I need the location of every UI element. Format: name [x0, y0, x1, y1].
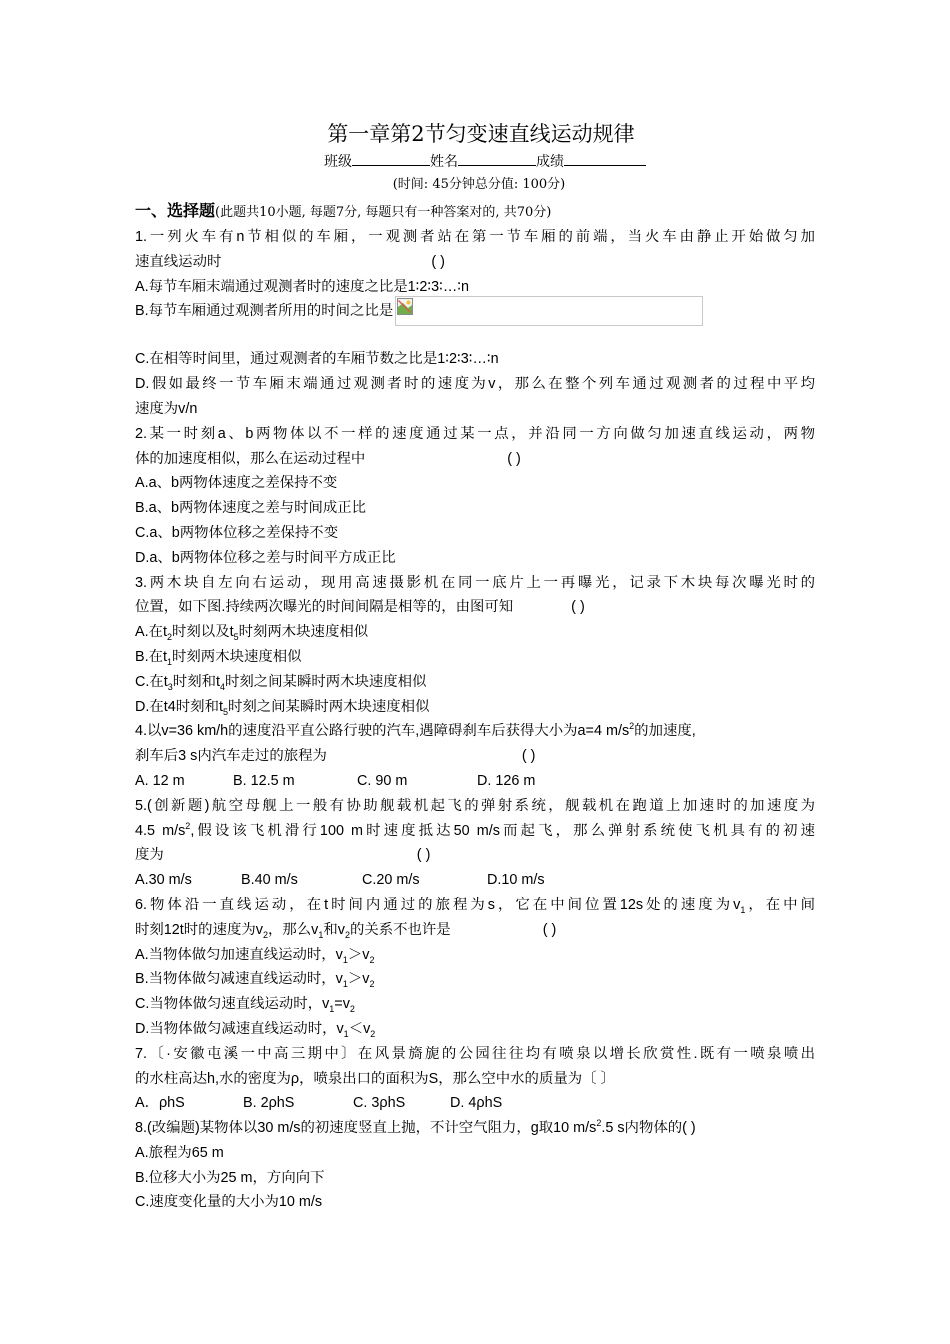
q4-line-1: 4.以v=36 km/h的速度沿平直公路行驶的汽车,遇障碍刹车后获得大小为a=4 $m/s^2$的加速度, [135, 721, 696, 740]
question-6 [135, 893, 815, 1042]
q2-line-2 [135, 447, 815, 472]
q7-options [135, 1091, 815, 1116]
q2-answer-blank: ( ) [507, 450, 521, 467]
section-heading [135, 199, 815, 225]
q3-stem-end: 位置，如下图.持续两次曝光的时间间隔是相等的，由图可知 [135, 599, 514, 616]
page-title: 第一章第2节匀变速直线运动规律 [327, 122, 635, 146]
q3-line-1: 3.两木块自左向右运动，现用高速摄影机在同一底片上一再曝光，记录下木块每次曝光时的 [135, 574, 815, 591]
q5-line-2: 4.5 $m/s^2$,假设该飞机滑行100 m时速度抵达50 m/s而起飞，那么弹射系统使飞机具有的初速 [135, 820, 815, 839]
q5-line-3 [135, 843, 815, 868]
q4-options [135, 769, 815, 794]
student-info-line [155, 150, 815, 173]
q1-option-b [135, 299, 815, 347]
section-title: 一、选择题 [135, 201, 216, 220]
q7-option-b: B. 2ρhS [243, 1095, 295, 1112]
question-3 [135, 571, 815, 720]
q8-option-b: B.位移大小为25 m，方向向下 [135, 1169, 325, 1186]
q4-line-2 [135, 744, 815, 769]
q2-option-c: C.a、b两物体位移之差保持不变 [135, 524, 339, 541]
question-7 [135, 1042, 815, 1116]
section-note: (此题共10小题, 每题7分, 每题只有一种答案对的, 共70分) [215, 205, 552, 220]
q4-option-b: B. 12.5 m [233, 772, 295, 789]
q5-option-b: B.40 m/s [241, 872, 298, 889]
class-blank [352, 150, 430, 166]
q3-option-c: C.在$t_3$时刻和$t_4$时刻之间某瞬时两木块速度相似 [135, 673, 427, 692]
name-blank [458, 150, 536, 166]
q7-line-2: 的水柱高达h,水的密度为ρ，喷泉出口的面积为S，那么空中水的质量为〔 〕 [135, 1070, 615, 1087]
broken-image-icon [397, 298, 413, 315]
q6-option-d: D.当物体做匀减速直线运动时，$v_1<v_2$ [135, 1020, 376, 1039]
q7-option-a: A．ρhS [135, 1095, 185, 1112]
q1-option-b-text: B.每节车厢通过观测者所用的时间之比是 [135, 303, 394, 320]
q2-option-b: B.a、b两物体速度之差与时间成正比 [135, 500, 367, 517]
q8-option-a: A.旅程为65 m [135, 1144, 224, 1161]
question-2 [135, 422, 815, 571]
question-1 [135, 225, 815, 422]
q1-option-a: A.每节车厢末端通过观测者时的速度之比是1∶2∶3∶…∶n [135, 278, 470, 295]
q6-option-b: B.当物体做匀减速直线运动时，$v_1>v_2$ [135, 971, 375, 990]
document-page [135, 118, 815, 1215]
score-blank [564, 150, 646, 166]
score-label: 成绩 [536, 154, 564, 170]
q3-option-b: B.在$t_1$时刻两木块速度相似 [135, 648, 302, 667]
q4-option-c: C. 90 m [357, 772, 408, 789]
q4-answer-blank: ( ) [521, 748, 536, 765]
q4-option-d: D. 126 m [477, 772, 536, 789]
q6-option-a: A.当物体做匀加速直线运动时，$v_1>v_2$ [135, 946, 375, 965]
q2-option-a: A.a、b两物体速度之差保持不变 [135, 475, 338, 492]
q5-option-c: C.20 m/s [362, 872, 420, 889]
q6-answer-blank: ( ) [542, 921, 557, 938]
question-5 [135, 794, 815, 893]
q8-option-c: C.速度变化量的大小为10 m/s [135, 1194, 323, 1211]
q5-answer-blank: ( ) [416, 847, 431, 864]
q7-option-d: D. 4ρhS [450, 1095, 503, 1112]
q1-line-2 [135, 250, 815, 275]
q1-option-d-line-1: D.假如最终一节车厢末端通过观测者时的速度为v，那么在整个列车通过观测者的过程中平均 [135, 376, 815, 393]
q4-stem-end: 刹车后3 s内汽车走过的旅程为 [135, 748, 327, 765]
formula-image-placeholder [395, 296, 703, 326]
q1-line-1: 1.一列火车有n节相似的车厢，一观测者站在第一节车厢的前端，当火车由静止开始做匀加 [135, 229, 815, 245]
q3-option-a: A.在$t_2$时刻以及$t_5$时刻两木块速度相似 [135, 624, 369, 643]
q3-answer-blank: ( ) [571, 599, 585, 616]
q2-option-d: D.a、b两物体位移之差与时间平方成正比 [135, 549, 396, 566]
q2-stem-end: 体的加速度相似，那么在运动过程中 [135, 450, 366, 467]
q1-option-d-line-2: 速度为v/n [135, 400, 198, 417]
q6-line-1: 6.物体沿一直线运动，在t时间内通过的旅程为s，它在中间位置12s处的速度为$v_1$，在中间 [135, 896, 815, 915]
q1-stem-end: 速直线运动时 [135, 253, 222, 270]
q8-line-1: 8.(改编题)某物体以30 m/s的初速度竖直上抛，不计空气阻力，g取10 $m/s^2.5$ s内物体的( ) [135, 1118, 696, 1137]
question-8 [135, 1116, 815, 1215]
time-info: (时间: 45分钟总分值: 100分) [392, 177, 566, 192]
q5-options [135, 868, 815, 893]
name-label: 姓名 [430, 154, 458, 170]
q1-answer-blank: ( ) [431, 253, 445, 270]
q2-line-1: 2.某一时刻a、b两物体以不一样的速度通过某一点，并沿同一方向做匀加速直线运动，两物 [135, 425, 815, 442]
q7-line-1: 7.〔·安徽屯溪一中高三期中〕在风景旖旎的公园往往均有喷泉以增长欣赏性.既有一喷泉喷出 [135, 1045, 815, 1062]
q3-line-2 [135, 595, 815, 620]
q5-option-a: A.30 m/s [135, 872, 192, 889]
q6-line-2: 时刻12t时的速度为$v_2$，那么$v_1$和$v_2$的关系不也许是 ( ) [135, 921, 557, 940]
q4-option-a: A. 12 m [135, 772, 185, 789]
class-label: 班级 [324, 154, 352, 170]
q1-option-c: C.在相等时间里，通过观测者的车厢节数之比是1∶2∶3∶…∶n [135, 351, 499, 368]
q5-line-1: 5.(创新题)航空母舰上一般有协助舰载机起飞的弹射系统，舰载机在跑道上加速时的加速度为 [135, 797, 815, 814]
q3-option-d: D.在t4时刻和$t_5$时刻之间某瞬时两木块速度相似 [135, 698, 430, 717]
q7-option-c: C. 3ρhS [353, 1095, 406, 1112]
q5-option-d: D.10 m/s [487, 872, 545, 889]
q5-stem-end: 度为 [135, 847, 164, 864]
question-4 [135, 719, 815, 793]
q6-option-c: C.当物体做匀速直线运动时，$v_1=v_2$ [135, 996, 355, 1014]
